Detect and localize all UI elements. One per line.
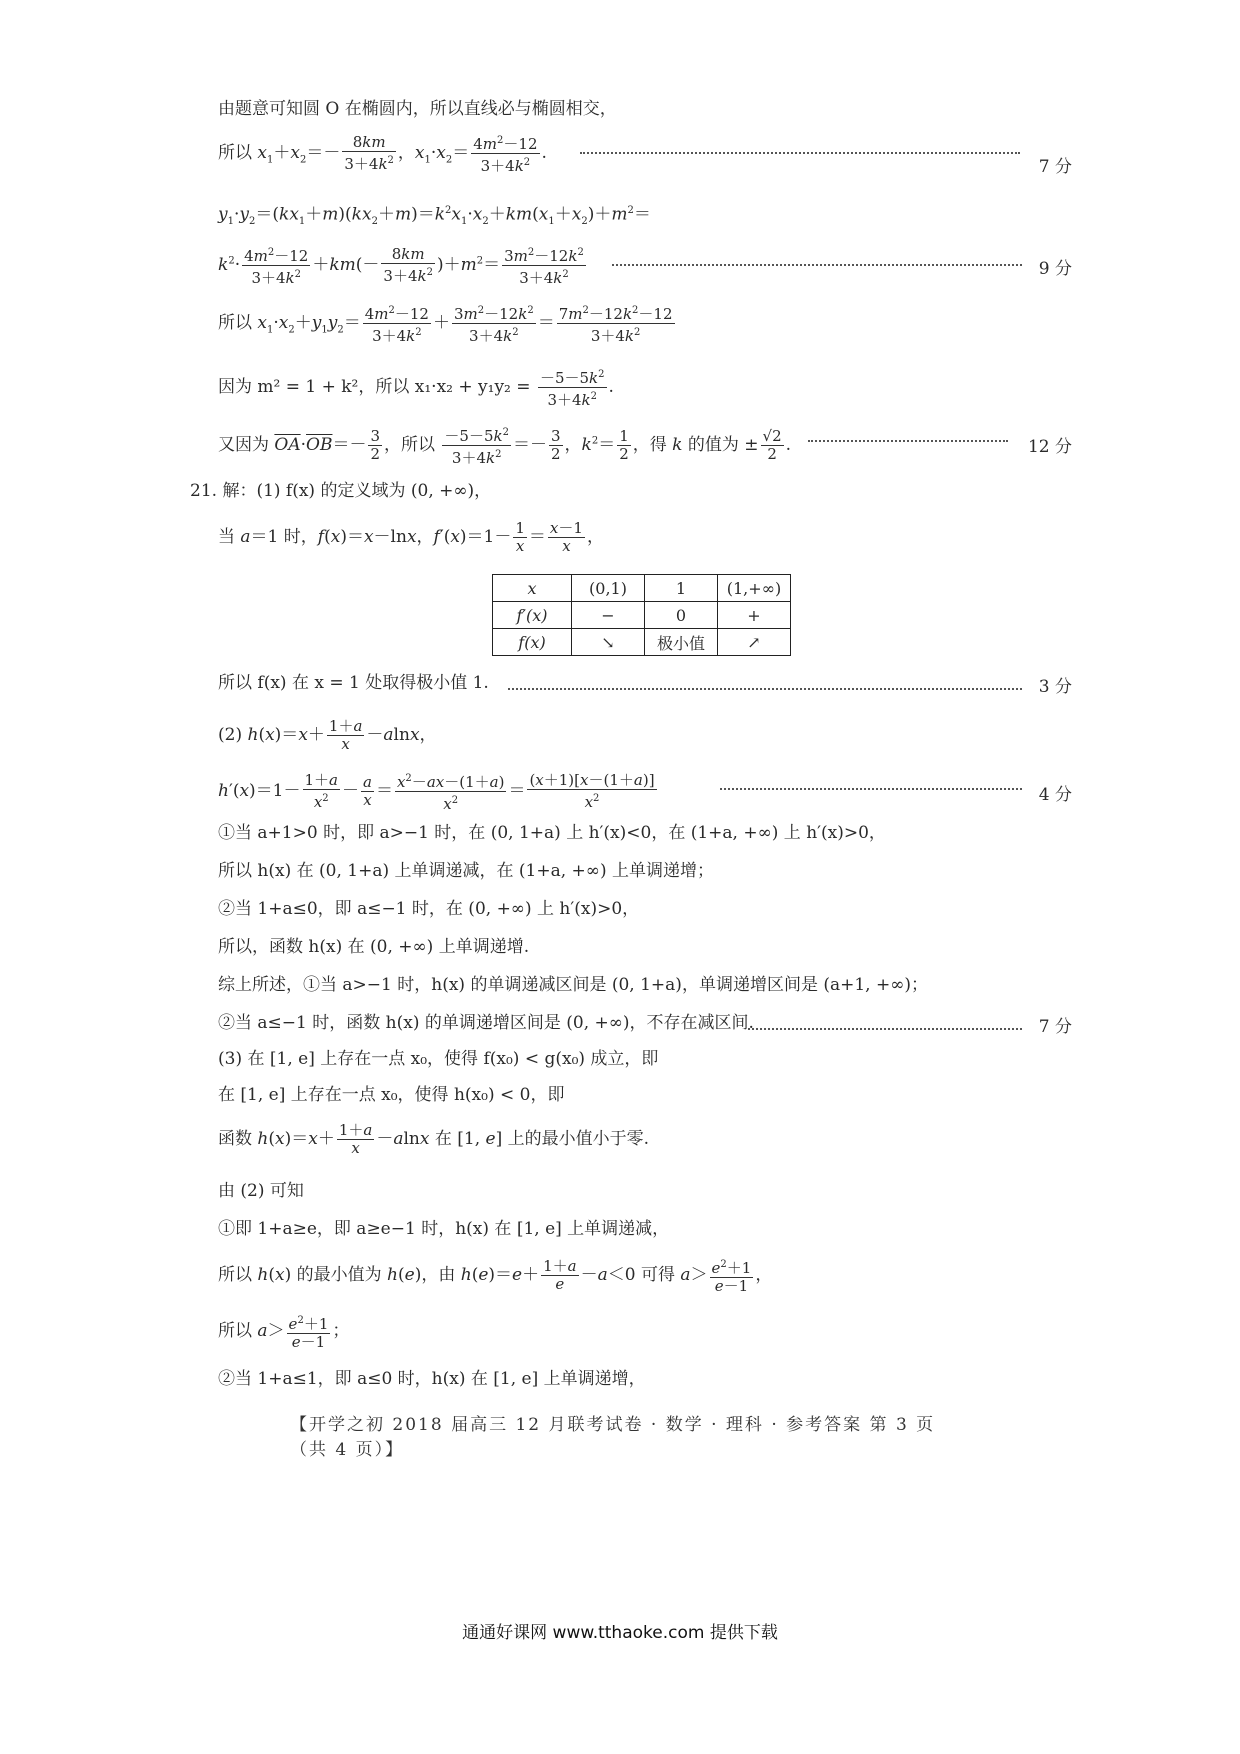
text-line: 在 [1, e] 上存在一点 x₀，使得 h(x₀) < 0，即 — [218, 1085, 565, 1105]
table-cell: 极小值 — [645, 629, 718, 656]
table-cell: − — [572, 602, 645, 629]
text-line: (3) 在 [1, e] 上存在一点 x₀，使得 f(x₀) < g(x₀) 成立，即 — [218, 1049, 659, 1069]
formula-line: 当 a＝1 时，f(x)＝x－lnx，f′(x)＝1－ $\frac{1}{x}$ ＝ $\frac{x-1}{x}$ ， — [218, 519, 604, 555]
score: 7 分 — [1038, 157, 1072, 177]
table-cell: 0 — [645, 602, 718, 629]
score: 9 分 — [1038, 259, 1072, 279]
text-line: 综上所述，①当 a>−1 时，h(x) 的单调递减区间是 (0, 1+a)，单调递增区间是 (a+1, +∞)； — [218, 975, 929, 995]
text-line: ①即 1+a≥e，即 a≥e−1 时，h(x) 在 [1, e] 上单调递减， — [218, 1219, 670, 1239]
table-cell: (1,+∞) — [718, 575, 791, 602]
table-cell: ↘ — [572, 629, 645, 656]
text-fragment: 因为 m² = 1 + k²，所以 x₁·x₂ + y₁y₂ = — [218, 377, 531, 397]
table-cell: f′(x) — [516, 605, 548, 625]
score: 4 分 — [1038, 785, 1072, 805]
table-cell: + — [718, 602, 791, 629]
table-cell: 1 — [645, 575, 718, 602]
score: 3 分 — [1038, 677, 1072, 697]
formula-line: 因为 m² = 1 + k²，所以 x₁·x₂ + y₁y₂ = $\frac{-5-5k^2}{3+4k^2}$ . — [218, 366, 1072, 409]
table-cell: (0,1) — [572, 575, 645, 602]
formula-line: 所以 $x_1+x_2=-$ $\frac{8km}{3+4k^2}$ ，$x_1\cdot x_2=$ $\frac{4m^2-12}{3+4k^2}$ . — [218, 133, 547, 175]
text-line: 由 (2) 可知 — [218, 1181, 304, 1201]
score: 12 分 — [1027, 437, 1072, 457]
dot-leader — [612, 264, 1022, 266]
text-line: ②当 a≤−1 时，函数 h(x) 的单调递增区间是 (0, +∞)，不存在减区间. — [218, 1013, 754, 1033]
site-footer: 通通好课网 www.tthaoke.com 提供下载 — [462, 1623, 778, 1643]
table-cell: ↗ — [718, 629, 791, 656]
formula-line: $k^2\cdot$ $\frac{4m^2-12}{3+4k^2}$ ＋km(－ $\frac{8km}{3+4k^2}$ )$+m^2=$ $\frac{3m^2-12k^2}{3+4k^2}$ — [218, 245, 584, 287]
text-line: 所以 f(x) 在 x = 1 处取得极小值 1. — [218, 673, 489, 693]
text-line: 所以，函数 h(x) 在 (0, +∞) 上单调递增. — [218, 937, 530, 957]
text-line: ②当 1+a≤0，即 a≤−1 时，在 (0, +∞) 上 h′(x)>0， — [218, 899, 640, 919]
dot-leader — [748, 1028, 1022, 1030]
formula-line: 所以 h(x) 的最小值为 h(e)，由 h(e)＝e＋ $\frac{1+a}{e}$ －a＜0 可得 a＞ $\frac{e^2+1}{e-1}$ ， — [218, 1257, 773, 1295]
cut-off-footer: 【开学之初 2018 届高三 12 月联考试卷 · 数学 · 理科 · 参考答案 第 3 页（共 4 页）】 — [290, 1415, 936, 1460]
formula-line: 函数 h(x)＝x＋ $\frac{1+a}{x}$ －alnx 在 [1, e] 上的最小值小于零. — [218, 1121, 650, 1157]
dot-leader — [580, 152, 1020, 154]
table-cell: x — [527, 578, 537, 598]
dot-leader — [808, 440, 1008, 442]
formula-line: 所以 $x_1\cdot x_2+y_1y_2=$ $\frac{4m^2-12}{3+4k^2}$ ＋ $\frac{3m^2-12k^2}{3+4k^2}$ ＝ $\frac{7m^2-12k^2-12}{3+4k^2}$ — [218, 302, 1072, 345]
text-line: 由题意可知圆 O 在椭圆内，所以直线必与椭圆相交， — [218, 99, 617, 119]
formula-line: 所以 a＞ $\frac{e^2+1}{e-1}$ ； — [218, 1312, 1072, 1351]
score: 7 分 — [1038, 1017, 1072, 1037]
monotonicity-table — [492, 574, 791, 656]
text-line: 所以 h(x) 在 (0, 1+a) 上单调递减，在 (1+a, +∞) 上单调递增； — [218, 861, 714, 881]
formula-line: $y_1\cdot y_2=(kx_1+m)(kx_2+m)=k^2x_1\cdot x_2+km(x_1+x_2)+m^2=$ — [218, 204, 651, 228]
dot-leader — [508, 688, 1022, 690]
dot-leader — [720, 788, 1022, 790]
formula-line: h′(x)＝1－ $\frac{1+a}{x^2}$ － $\frac{a}{x}$ ＝ $\frac{x^2-ax-(1+a)}{x^2}$ ＝ $\frac{(x+1)[x-(1+a)]}{x^2}$ — [218, 771, 655, 813]
formula-line: (2) h(x)＝x＋ $\frac{1+a}{x}$ －alnx， — [218, 717, 437, 753]
table-cell: f(x) — [518, 632, 546, 652]
formula-line: 又因为 $\overline{OA}\cdot\overline{OB}=-$ $\frac{3}{2}$ ，所以 $\frac{-5-5k^2}{3+4k^2}$ ＝－ $\frac{3}{2}$ ，$k^2=$ $\frac{1}{2}$ ，得 k 的值为 ± $\frac{√2}{2}$ . — [218, 424, 1072, 467]
question-21: 21. 解：(1) f(x) 的定义域为 (0, +∞)， — [190, 481, 492, 501]
text-line: ①当 a+1>0 时，即 a>−1 时，在 (0, 1+a) 上 h′(x)<0，在 (1+a, +∞) 上 h′(x)>0， — [218, 823, 886, 843]
text-line: ②当 1+a≤1，即 a≤0 时，h(x) 在 [1, e] 上单调递增， — [218, 1369, 646, 1389]
